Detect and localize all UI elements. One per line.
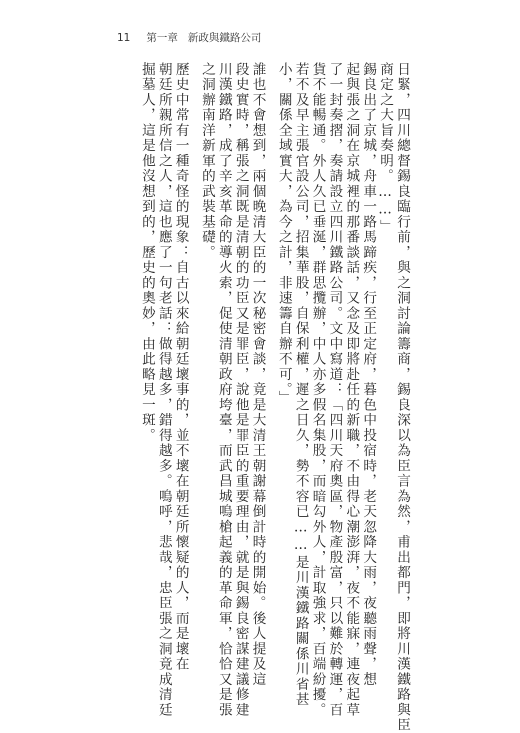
vertical-body-text: [116, 62, 410, 733]
text-column: 錫良出了京城，舟車一路馬蹄疾，行至正定府，暮色中投宿時，老天忽降大雨，夜聽雨聲，想: [360, 62, 377, 688]
text-column: 商定之大旨奏明。……」: [377, 62, 394, 235]
running-header: [117, 30, 261, 45]
text-column: 誰也不會想到，兩個晚清大臣的一次秘密會談，竟是大清王朝謝幕倒計時的開始。後人提及這: [249, 62, 266, 688]
text-column: 小，關係全域實大，為今之計，非速籌自辦不可。」: [275, 62, 292, 406]
page-number: 11: [117, 32, 131, 44]
text-column: 之洞辦南洋新軍的武裝基礎。: [198, 62, 215, 261]
text-column: 掘墓人，這是他沒想到的，歷史的奧妙，由此略見一斑。: [138, 62, 155, 444]
text-column: 日緊，四川總督錫良臨行前，與之洞討論籌商，錫良深以為臣言為然，甫出都門，即將川漢鐵路與臣: [394, 62, 410, 733]
text-column: 貨不能暢通。外人久已垂涎，群思攬辦，中人亦多假名集股，而暗勾外人，計取強求，百端紛擾。: [309, 62, 326, 718]
chapter-label: 第一章: [146, 32, 178, 44]
text-column: 歷史中常有一種奇怪的現象：自古以來給朝廷壞事的，並不壞在朝廷所懷疑的人，而是壞在: [172, 62, 189, 672]
paragraph-break: [267, 62, 273, 386]
text-column: 了一封奏摺，奏請設立四川鐵路公司。文中寫道：「四川天府奧區，物產殷富，只以難於轉運，百: [326, 62, 343, 718]
text-column: 川漢鐵路，成了辛亥革命的導火索，促使清朝政府垮臺，而武昌城嗚槍起義的革命軍，恰恰又是張: [215, 62, 232, 718]
text-column: 段史實時，稱張之洞既是清朝的功臣又是罪臣，說他是罪臣的重要理由，就是與錫良密謀建議修建: [232, 62, 249, 718]
paragraph-break: [190, 62, 196, 386]
text-column: 若不及早主張官設公司，招集華股，自保利權，遲之日久，勢不容已……是川漢鐵路關係川省甚: [292, 62, 309, 708]
text-column: 起與張之洞在京城裡的那番談話，又念及即將赴任的新職，不由得心潮澎湃，夜不能寐，連夜起草: [343, 62, 360, 718]
chapter-title: 新政與鐵路公司: [187, 32, 262, 44]
text-column: 朝廷所親所信之人，這也應了一句老話：做得越多，錯得越多。嗚呼，悲哉，忠臣張之洞竟成清廷: [155, 62, 172, 718]
